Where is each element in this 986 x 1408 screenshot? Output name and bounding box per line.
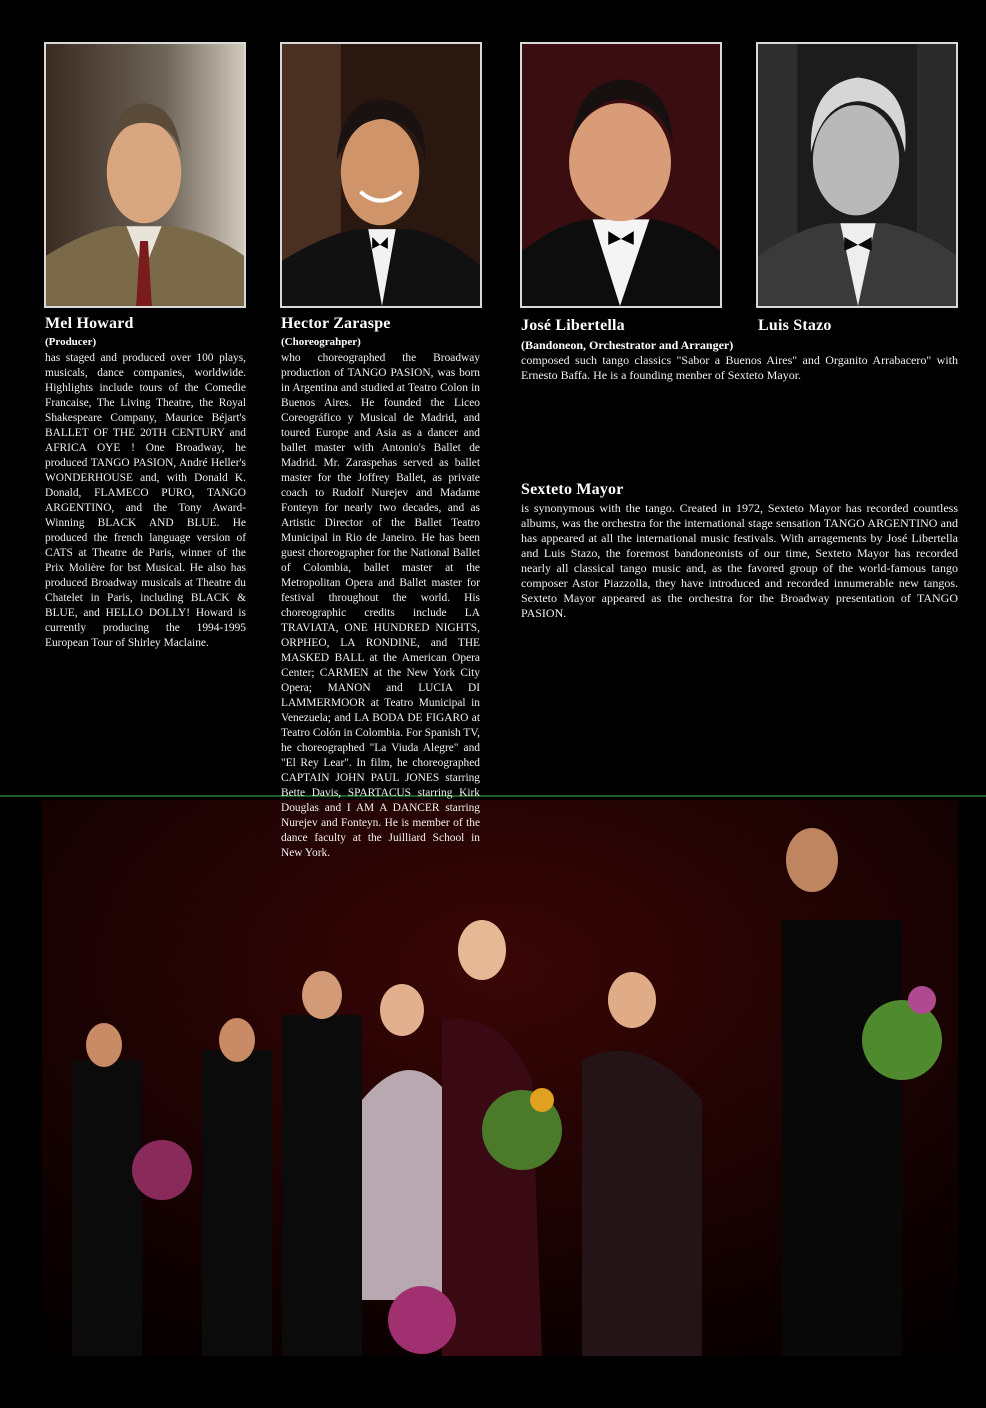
person-role: (Choreograhper): [281, 336, 361, 348]
portrait-luis-stazo: [756, 42, 958, 308]
person-role: (Producer): [45, 336, 97, 348]
person-bio: who choreographed the Broadway production of TANGO PASION, was born in Argentina and studied at Teatro Colon in Buenos Aires. He founded the Liceo Coreográfico y Musical de Madrid, and toured Europe and Asia as a dancer and ballet master with Antonio's Ballet de Madrid. Mr. Zaraspehas served as ballet master for the Joffrey Ballet, as private coach to Rudolf Nurejev and Madame Fonteyn for nearly two decades, and as Artistic Director of the Ballet Teatro Municipal in Rio de Janeiro. He has been guest choreographer for the National Ballet of Colombia, ballet master at the Metropolitan Opera and Ballet master for festival throughout the world. His choreographic credits include LA TRAVIATA, ONE HUNDRED NIGHTS, ORPHEO, LA RONDINE, and THE MASKED BALL at the American Opera Center; CARMEN at the New York City Opera; MANON and LUCIA DI LAMMERMOOR at Teatro Municipal in Venezuela; and LA BODA DE FIGARO at Teatro Colón in Colombia. For Spanish TV, he choreographed "La Viuda Alegre" and "El Rey Lear". In film, he choreographed CAPTAIN JOHN PAUL JONES starring Bette Davis, SPARTACUS starring Kirk Douglas and I AM A DANCER starring Nurejev and Fonteyn. He is member of the dance faculty at the Juilliard School in New York.: [281, 352, 480, 859]
stage-photo: [42, 800, 958, 1356]
person-name: José Libertella: [521, 317, 625, 334]
person-bio: has staged and produced over 100 plays, musicals, dance companies, worldwide. Highlights include tours of the Comedie Francaise, The Living Theatre, the Royal Shakespeare Company, Maurice Béjart's BALLET OF THE 20TH CENTURY and AFRICA OYE ! One Broadway, he produced TANGO PASION, André Heller's WONDERHOUSE and, with Donald K. Donald, FLAMECO PURO, TANGO ARGENTINO, and the Tony Award-Winning BLACK AND BLUE. He produced the french language version of CATS at Theatre de Paris, winner of the Prix Molière for bst Musical. He also has produced Broadway musicals at Theatre du Chatelet in Paris, including BLACK & BLUE, and HELLO DOLLY! Howard is currently producing the 1994-1995 European Tour of Shirley Maclaine.: [45, 352, 246, 649]
portrait-jose-libertella: [520, 42, 722, 308]
person-name: Luis Stazo: [758, 317, 832, 334]
section-title: Sexteto Mayor: [521, 481, 624, 498]
person-name: Mel Howard: [45, 315, 134, 332]
portrait-mel-howard: [44, 42, 246, 308]
section-bio: is synonymous with the tango. Created in 1972, Sexteto Mayor has recorded countless albums, was the orchestra for the international stage sensation TANGO ARGENTINO and has appeared at all the international music festivals. With arragements by José Libertella and Luis Stazo, the foremost bandoneonists of our time, Sexteto Mayor has recorded nearly all classical tango music and, as the favored group of the world-famous tango composer Astor Piazzolla, they have introduced and recorded innumerable new tangos. Sexteto Mayor appeared as the orchestra for the Broadway presentation of TANGO PASION.: [521, 501, 958, 620]
person-name: Hector Zaraspe: [281, 315, 391, 332]
section-divider: [0, 795, 986, 797]
portrait-hector-zaraspe: [280, 42, 482, 308]
person-role: (Bandoneon, Orchestrator and Arranger): [521, 338, 734, 352]
person-bio: composed such tango classics "Sabor a Buenos Aires" and Organito Arrabacero" with Ernesto Baffa. He is a founding menber of Sexteto Mayor.: [521, 353, 958, 382]
